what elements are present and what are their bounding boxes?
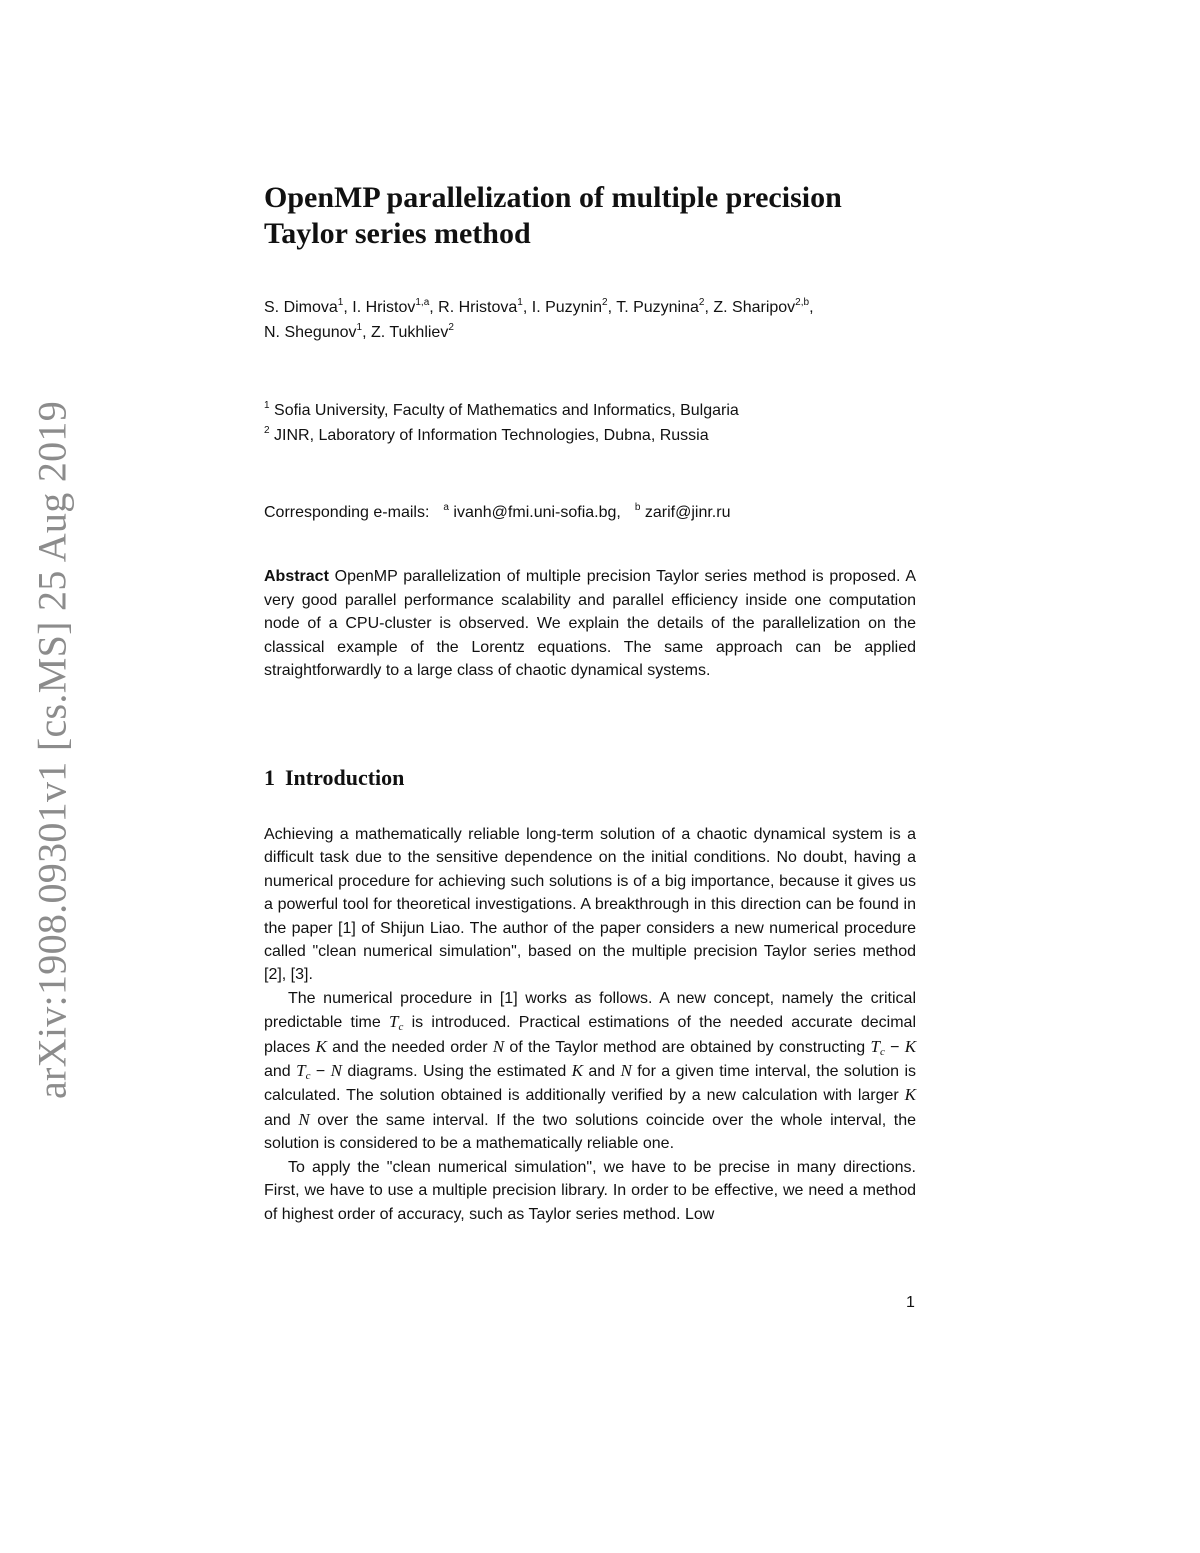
email-address: ivanh@fmi.uni-sofia.bg, bbox=[453, 504, 621, 521]
affiliation-item bbox=[264, 398, 924, 423]
math-K: K bbox=[571, 1061, 584, 1081]
affiliations bbox=[264, 398, 924, 448]
affiliation-marker: 1 bbox=[264, 400, 270, 411]
author-name: N. Shegunov bbox=[264, 324, 357, 341]
section-title: Introduction bbox=[285, 765, 405, 790]
author-affiliation-marker: 1,a bbox=[415, 297, 430, 308]
author-name: I. Hristov bbox=[352, 299, 416, 316]
paragraph: To apply the "clean numerical simulation", we have to be precise in many directions. First, we have to use a multiple precision library. In order to be effective, we need a method of highest order of accuracy, such as Taylor series method. Low bbox=[264, 1158, 916, 1223]
math-N: N bbox=[492, 1036, 505, 1056]
abstract bbox=[264, 565, 916, 683]
abstract-label: Abstract bbox=[264, 568, 329, 585]
author-affiliation-marker: 1 bbox=[356, 322, 363, 333]
author-name: Z. Tukhliev bbox=[370, 324, 449, 341]
affiliation-text: JINR, Laboratory of Information Technologies, Dubna, Russia bbox=[274, 427, 709, 444]
abstract-text: OpenMP parallelization of multiple precision Taylor series method is proposed. A very good parallel performance scalability and parallel efficiency inside one computation node of a CPU-cluster is observed. We explain the details of the parallelization on the classical example of the Lorentz equations. The same approach can be applied straightforwardly to a large class of chaotic dynamical systems. bbox=[264, 568, 917, 680]
paragraph: The numerical procedure in [1] works as follows. A new concept, namely the critical predictable time $T_c$ is introduced. Practical estimations of the needed accurate decimal places K and the needed order N of the Taylor method are obtained by constructing $T_c - K$ and $T_c - N$ diagrams. Using the estimated K and N for a given time interval, the solution is calculated. The solution obtained is additionally verified by a new calculation with larger K and N over the same interval. If the two solutions coincide over the whole interval, the solution is considered to be a mathematically reliable one. bbox=[264, 989, 917, 1153]
title-line-1: OpenMP parallelization of multiple precision bbox=[264, 181, 842, 214]
section-body bbox=[264, 823, 916, 1226]
author-name: Z. Sharipov bbox=[713, 299, 796, 316]
section-heading bbox=[264, 764, 404, 792]
paper-title bbox=[264, 180, 924, 252]
arxiv-identifier-stamp: arXiv:1908.09301v1 [cs.MS] 25 Aug 2019 bbox=[29, 400, 75, 1100]
math-N: N bbox=[620, 1061, 632, 1081]
author-affiliation-marker: 2 bbox=[448, 322, 454, 333]
title-line-2: Taylor series method bbox=[264, 217, 531, 250]
page-number: 1 bbox=[906, 1294, 915, 1311]
corresponding-emails bbox=[264, 500, 924, 525]
paragraph: Achieving a mathematically reliable long-term solution of a chaotic dynamical system is a difficult task due to the sensitive dependence on the initial conditions. No doubt, having a numerical procedure for achieving such solutions is of a big importance, because it gives us a powerful tool for theoretical investigations. A breakthrough in this direction can be found in the paper [1] of Shijun Liao. The author of the paper considers a new numerical procedure called "clean numerical simulation", based on the multiple precision Taylor series method [2], [3]. bbox=[264, 826, 916, 984]
author-name: R. Hristova bbox=[438, 299, 518, 316]
math-K: K bbox=[904, 1036, 917, 1056]
math-Tc: $T_c$ bbox=[870, 1036, 885, 1058]
email-marker: b bbox=[634, 502, 641, 513]
math-N: N bbox=[298, 1109, 310, 1129]
author-affiliation-marker: 1 bbox=[337, 297, 344, 308]
section-number: 1 bbox=[264, 765, 275, 790]
author-name: S. Dimova bbox=[264, 299, 338, 316]
math-Tc: $T_c$ bbox=[388, 1012, 404, 1034]
affiliation-item bbox=[264, 423, 924, 448]
affiliation-marker: 2 bbox=[264, 425, 270, 436]
math-K: K bbox=[315, 1036, 327, 1056]
author-affiliation-marker: 2 bbox=[602, 297, 608, 308]
email-address: zarif@jinr.ru bbox=[644, 504, 731, 521]
author-affiliation-marker: 2,b bbox=[795, 297, 810, 308]
affiliation-text: Sofia University, Faculty of Mathematics and Informatics, Bulgaria bbox=[274, 402, 739, 419]
author-list: S. Dimova$^1$, I. Hristov$^{1,a}$, R. Hristova$^1$, I. Puzynin$^2$, T. Puzynina$^2$, Z. Sharipov$^{2,b}$, N. Shegunov$^1$, Z. Tukhliev$^2$ bbox=[264, 297, 814, 341]
author-name: T. Puzynina bbox=[616, 299, 699, 316]
math-Tc: $T_c$ bbox=[296, 1061, 311, 1083]
author-name: I. Puzynin bbox=[531, 299, 603, 316]
email-marker: a bbox=[443, 502, 449, 513]
emails-label: Corresponding e-mails: bbox=[264, 504, 430, 521]
author-affiliation-marker: 1 bbox=[517, 297, 523, 308]
math-N: N bbox=[330, 1061, 342, 1081]
author-affiliation-marker: 2 bbox=[698, 297, 705, 308]
math-K: K bbox=[904, 1085, 916, 1105]
